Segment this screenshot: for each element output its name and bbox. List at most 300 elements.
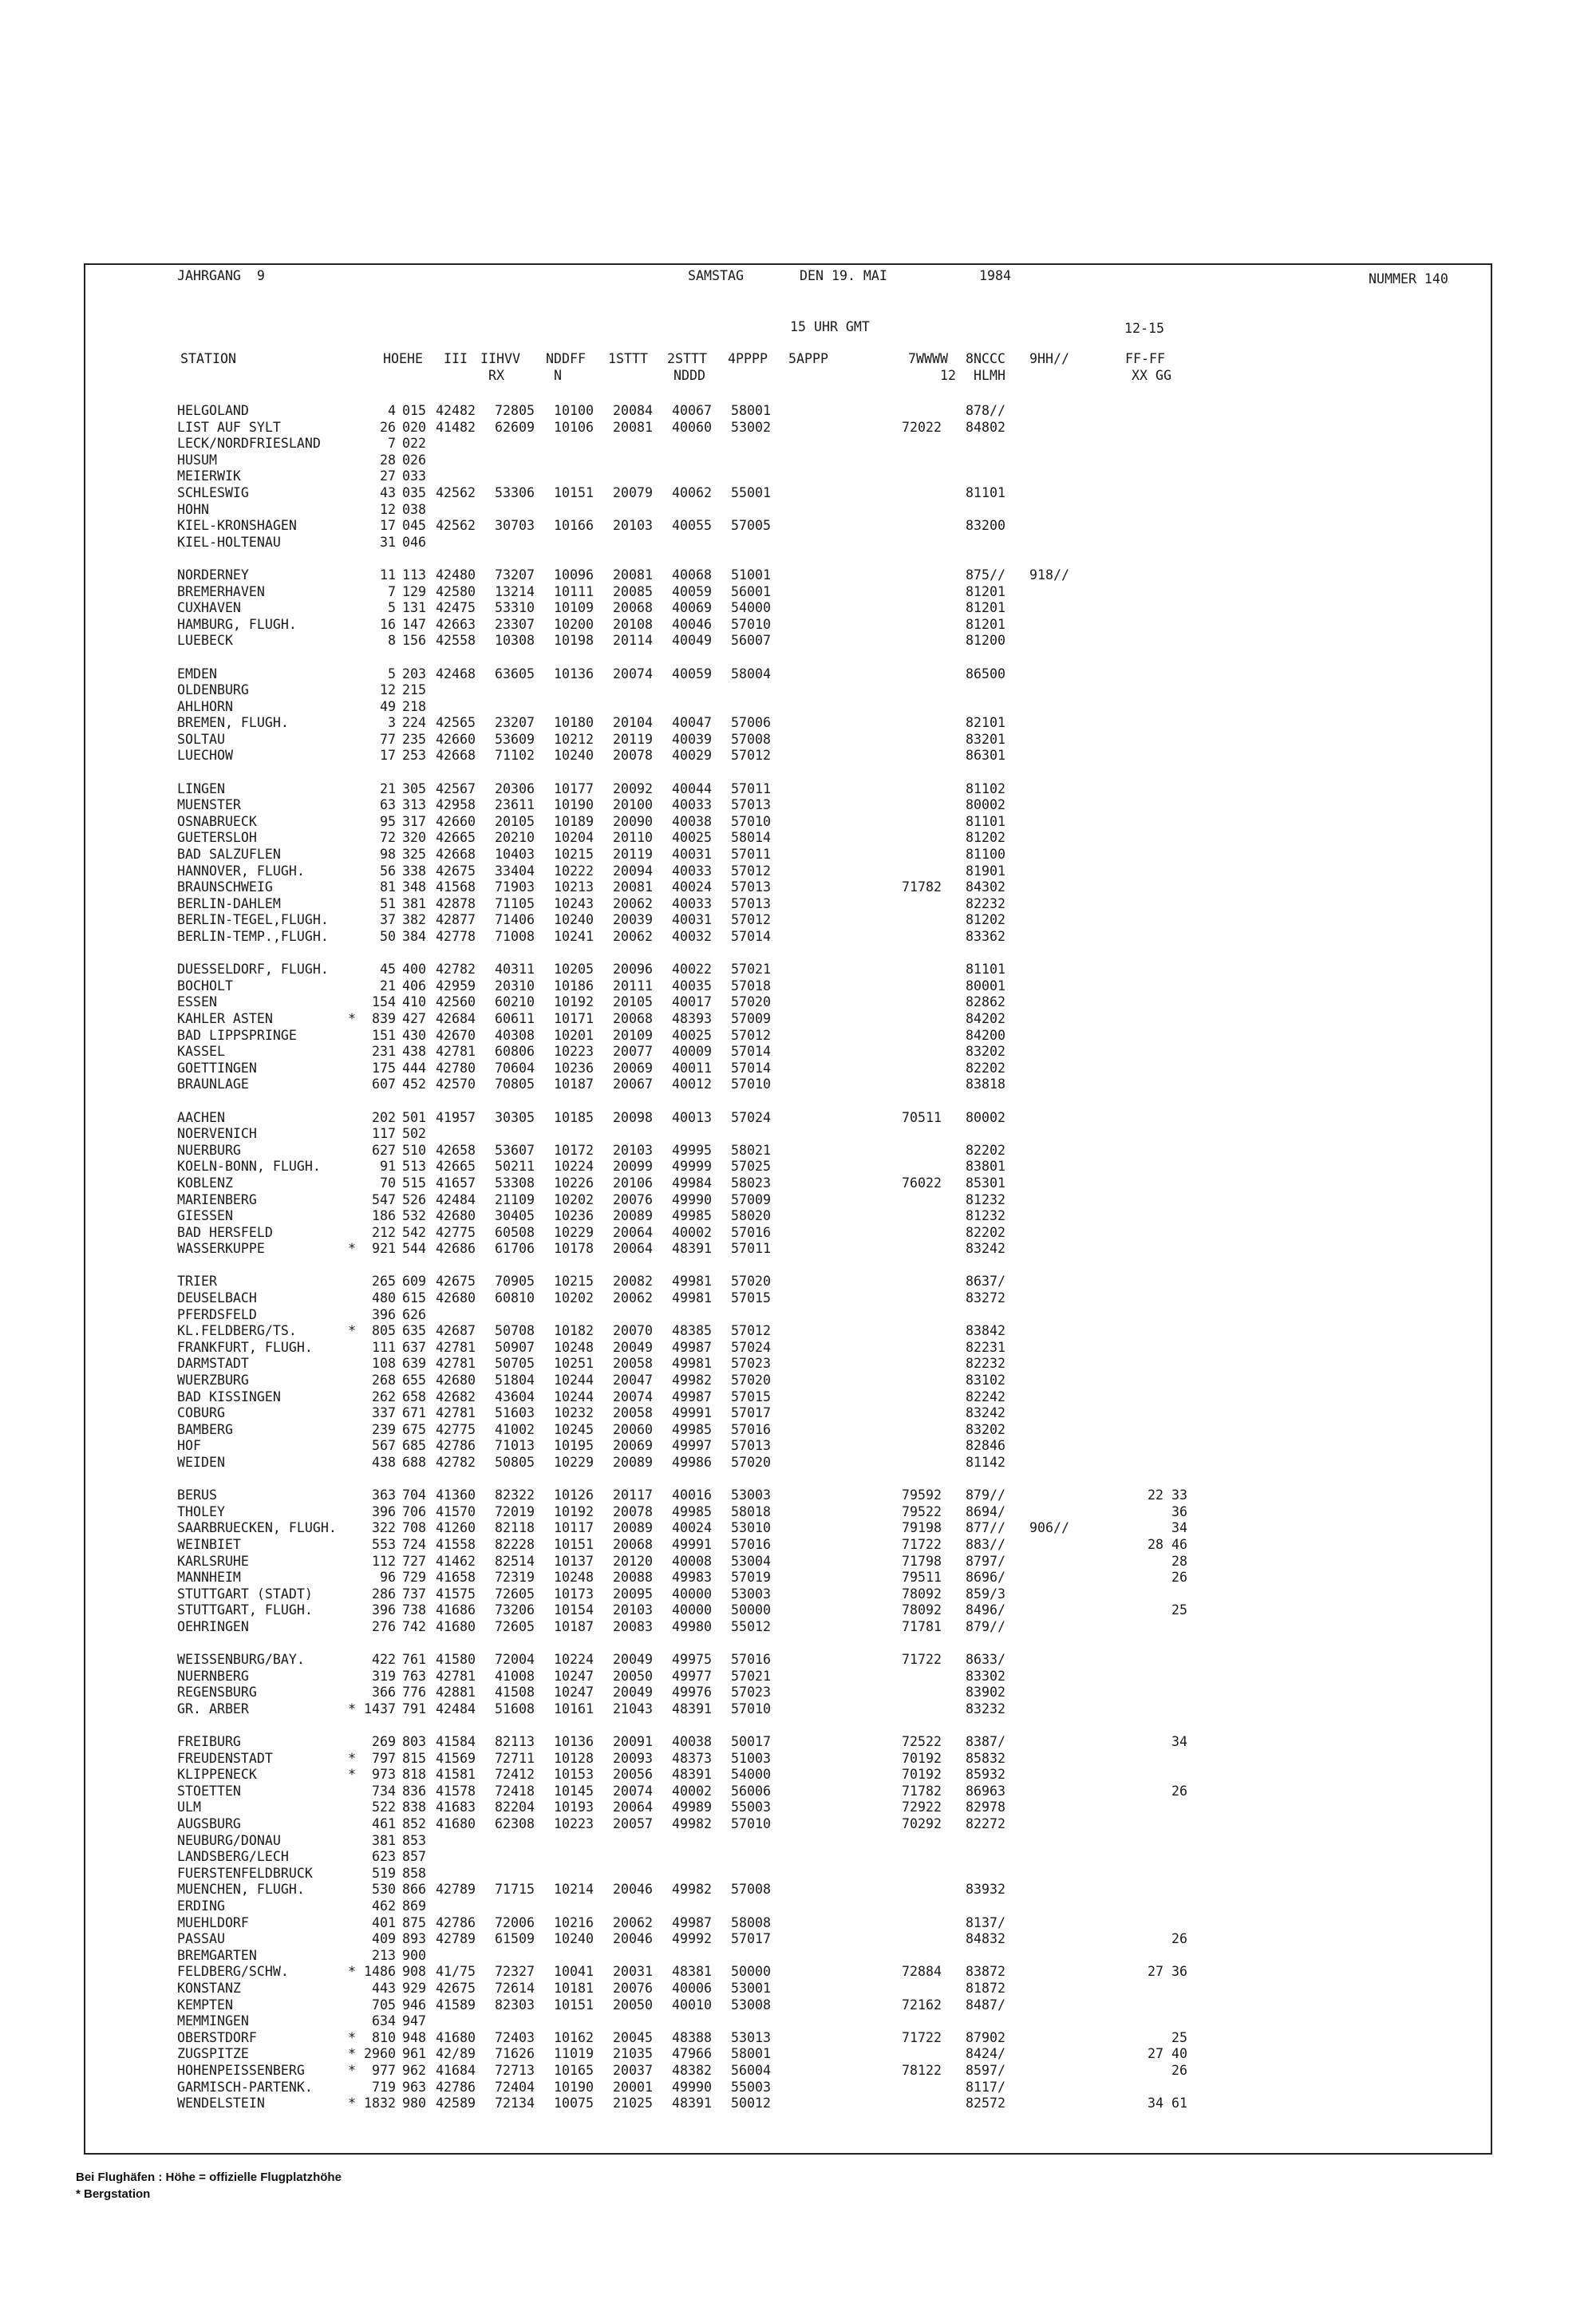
cell-4pppp: 40047 (672, 715, 712, 731)
cell-2sttt: 20060 (613, 1421, 653, 1437)
cell-iii: 513 (402, 1159, 426, 1175)
cell-1sttt: 10193 (554, 1799, 594, 1815)
cell-nddff: 50705 (495, 1356, 535, 1372)
cell-1sttt: 10151 (554, 484, 594, 500)
cell-hoehe: 396 (372, 1503, 396, 1519)
cell-1sttt: 10171 (554, 1010, 594, 1026)
station-name: WEIDEN (177, 1455, 225, 1470)
cell-7wwww: 70192 (902, 1767, 942, 1783)
cell-nddff: 82322 (495, 1487, 535, 1503)
cell-iihvv: 41569 (436, 1750, 476, 1766)
cell-2sttt: 20050 (613, 1668, 653, 1684)
station-name: OSNABRUECK (177, 813, 257, 829)
col-8nccc: 8NCCC (966, 351, 1005, 366)
cell-nddff: 72134 (495, 2096, 535, 2111)
cell-4pppp: 49990 (672, 1191, 712, 1207)
cell-iihvv: 42562 (436, 484, 476, 500)
cell-4pppp: 49989 (672, 1799, 712, 1815)
col-hoehe: HOEHE (383, 351, 423, 366)
cell-8nccc: 83242 (966, 1405, 1005, 1421)
col-station: STATION (180, 351, 236, 366)
cell-iihvv: 42565 (436, 715, 476, 731)
cell-1sttt: 10202 (554, 1191, 594, 1207)
cell-8nccc: 82846 (966, 1438, 1005, 1454)
cell-8nccc: 86301 (966, 748, 1005, 764)
cell-4pppp: 48382 (672, 2062, 712, 2078)
cell-1sttt: 10166 (554, 518, 594, 534)
cell-nddff: 82204 (495, 1799, 535, 1815)
cell-8nccc: 84802 (966, 419, 1005, 435)
cell-hoehe: 396 (372, 1602, 396, 1618)
station-name: FREUDENSTADT (177, 1750, 273, 1766)
cell-5appp: 57014 (731, 929, 771, 944)
cell-5appp: 56006 (731, 1783, 771, 1799)
cell-iii: 045 (402, 518, 426, 534)
cell-iihvv: 42675 (436, 863, 476, 879)
cell-iii: 836 (402, 1783, 426, 1799)
cell-2sttt: 20068 (613, 1010, 653, 1026)
cell-4pppp: 40032 (672, 929, 712, 944)
cell-nddff: 43604 (495, 1389, 535, 1404)
station-name: GR. ARBER (177, 1701, 249, 1716)
cell-iii: 215 (402, 682, 426, 698)
cell-hoehe: 231 (372, 1044, 396, 1060)
cell-hoehe: 2960 (364, 2046, 396, 2062)
station-name: SOLTAU (177, 731, 225, 747)
cell-hoehe: 17 (380, 518, 396, 534)
cell-nddff: 71903 (495, 879, 535, 895)
cell-5appp: 57024 (731, 1339, 771, 1355)
cell-1sttt: 10214 (554, 1882, 594, 1898)
cell-iii: 704 (402, 1487, 426, 1503)
cell-1sttt: 11019 (554, 2046, 594, 2062)
cell-8nccc: 8496/ (966, 1602, 1005, 1618)
cell-1sttt: 10109 (554, 600, 594, 616)
cell-nddff: 60806 (495, 1044, 535, 1060)
cell-hoehe: 705 (372, 1997, 396, 2013)
cell-8nccc: 8137/ (966, 1914, 1005, 1930)
cell-8nccc: 85932 (966, 1767, 1005, 1783)
cell-nddff: 30405 (495, 1208, 535, 1224)
cell-hoehe: 186 (372, 1208, 396, 1224)
station-name: KAHLER ASTEN (177, 1010, 273, 1026)
cell-iii: 203 (402, 666, 426, 681)
cell-1sttt: 10117 (554, 1520, 594, 1536)
cell-8nccc: 83202 (966, 1421, 1005, 1437)
cell-1sttt: 10215 (554, 847, 594, 863)
cell-nddff: 51608 (495, 1701, 535, 1716)
cell-1sttt: 10213 (554, 879, 594, 895)
station-name: GARMISCH-PARTENK. (177, 2079, 313, 2095)
cell-8nccc: 85832 (966, 1750, 1005, 1766)
cell-5appp: 57009 (731, 1010, 771, 1026)
cell-4pppp: 48393 (672, 1010, 712, 1026)
station-name: BRAUNSCHWEIG (177, 879, 273, 895)
cell-1sttt: 10187 (554, 1618, 594, 1634)
cell-8nccc: 81901 (966, 863, 1005, 879)
cell-iihvv: 42482 (436, 403, 476, 418)
station-name: HOHN (177, 501, 209, 517)
cell-4pppp: 47966 (672, 2046, 712, 2062)
col-iihvv: IIHVV (480, 351, 520, 366)
cell-4pppp: 40002 (672, 1224, 712, 1240)
cell-5appp: 58008 (731, 1914, 771, 1930)
cell-1sttt: 10236 (554, 1060, 594, 1076)
cell-iii: 875 (402, 1914, 426, 1930)
cell-2sttt: 20088 (613, 1570, 653, 1586)
cell-4pppp: 48385 (672, 1323, 712, 1339)
cell-7wwww: 72162 (902, 1997, 942, 2013)
cell-8nccc: 8487/ (966, 1997, 1005, 2013)
cell-hoehe: 522 (372, 1799, 396, 1815)
cell-2sttt: 21043 (613, 1701, 653, 1716)
cell-2sttt: 20095 (613, 1586, 653, 1602)
cell-2sttt: 20106 (613, 1175, 653, 1191)
cell-8nccc: 82101 (966, 715, 1005, 731)
cell-4pppp: 40029 (672, 748, 712, 764)
cell-4pppp: 40002 (672, 1783, 712, 1799)
cell-iii: 532 (402, 1208, 426, 1224)
station-name: FUERSTENFELDBRUCK (177, 1865, 313, 1881)
cell-hoehe: 607 (372, 1076, 396, 1092)
station-name: DUESSELDORF, FLUGH. (177, 962, 329, 978)
station-name: REGENSBURG (177, 1685, 257, 1701)
cell-iihvv: 42958 (436, 797, 476, 813)
cell-iihvv: 41570 (436, 1503, 476, 1519)
cell-hoehe: 31 (380, 534, 396, 550)
cell-5appp: 56007 (731, 633, 771, 649)
cell-hoehe: 810 (372, 2029, 396, 2045)
cell-nddff: 82118 (495, 1520, 535, 1536)
cell-4pppp: 40025 (672, 830, 712, 846)
cell-5appp: 57020 (731, 994, 771, 1010)
cell-iihvv: 42675 (436, 1274, 476, 1290)
cell-2sttt: 20077 (613, 1044, 653, 1060)
cell-hoehe: 797 (372, 1750, 396, 1766)
cell-1sttt: 10244 (554, 1373, 594, 1389)
cell-4pppp: 40033 (672, 863, 712, 879)
cell-iii: 015 (402, 403, 426, 418)
cell-hoehe: 26 (380, 419, 396, 435)
cell-iihvv: 42670 (436, 1027, 476, 1043)
cell-iihvv: 42/89 (436, 2046, 476, 2062)
cell-5appp: 55003 (731, 2079, 771, 2095)
station-name: FELDBERG/SCHW. (177, 1964, 289, 1980)
cell-iii: 727 (402, 1553, 426, 1569)
cell-4pppp: 48388 (672, 2029, 712, 2045)
cell-2sttt: 20046 (613, 1882, 653, 1898)
cell-iii: 444 (402, 1060, 426, 1076)
cell-iihvv: 42580 (436, 583, 476, 599)
cell-7wwww: 72022 (902, 419, 942, 435)
cell-hoehe: 213 (372, 1947, 396, 1963)
station-name: CUXHAVEN (177, 600, 241, 616)
cell-4pppp: 48373 (672, 1750, 712, 1766)
cell-1sttt: 10180 (554, 715, 594, 731)
cell-iii: 866 (402, 1882, 426, 1898)
cell-2sttt: 21025 (613, 2096, 653, 2111)
cell-5appp: 57013 (731, 1438, 771, 1454)
cell-8nccc: 879// (966, 1618, 1005, 1634)
station-name: BERUS (177, 1487, 217, 1503)
cell-1sttt: 10151 (554, 1536, 594, 1552)
cell-2sttt: 20074 (613, 666, 653, 681)
station-name: KIEL-HOLTENAU (177, 534, 281, 550)
cell-5appp: 57020 (731, 1455, 771, 1470)
cell-4pppp: 49981 (672, 1356, 712, 1372)
cell-8nccc: 81102 (966, 780, 1005, 796)
cell-hoehe: 3 (388, 715, 396, 731)
cell-1sttt: 10248 (554, 1570, 594, 1586)
cell-iii: 430 (402, 1027, 426, 1043)
cell-8nccc: 8694/ (966, 1503, 1005, 1519)
col-2sttt-sub: NDDD (674, 368, 705, 383)
cell-5appp: 57011 (731, 847, 771, 863)
cell-iii: 893 (402, 1931, 426, 1947)
station-name: MARIENBERG (177, 1191, 257, 1207)
station-name: HELGOLAND (177, 403, 249, 418)
cell-iii: 737 (402, 1586, 426, 1602)
station-name: KOELN-BONN, FLUGH. (177, 1159, 321, 1175)
cell-4pppp: 40022 (672, 962, 712, 978)
station-name: COBURG (177, 1405, 225, 1421)
cell-5appp: 56001 (731, 583, 771, 599)
cell-8nccc: 81872 (966, 1981, 1005, 1996)
cell-hoehe: 381 (372, 1832, 396, 1848)
cell-nddff: 72713 (495, 2062, 535, 2078)
cell-iihvv: 41680 (436, 1816, 476, 1832)
station-name: BAD LIPPSPRINGE (177, 1027, 297, 1043)
cell-iihvv: 42877 (436, 912, 476, 928)
mountain-marker: * (348, 1964, 356, 1980)
cell-5appp: 57014 (731, 1044, 771, 1060)
cell-iii: 980 (402, 2096, 426, 2111)
cell-8nccc: 81202 (966, 912, 1005, 928)
cell-hoehe: 262 (372, 1389, 396, 1404)
cell-iii: 706 (402, 1503, 426, 1519)
cell-5appp: 53002 (731, 419, 771, 435)
cell-iihvv: 41/75 (436, 1964, 476, 1980)
cell-2sttt: 20085 (613, 583, 653, 599)
station-name: NOERVENICH (177, 1126, 257, 1142)
cell-hoehe: 268 (372, 1373, 396, 1389)
cell-iihvv: 41578 (436, 1783, 476, 1799)
cell-iihvv: 42680 (436, 1208, 476, 1224)
cell-iihvv: 41575 (436, 1586, 476, 1602)
cell-iii: 038 (402, 501, 426, 517)
cell-hoehe: 805 (372, 1323, 396, 1339)
cell-8nccc: 81101 (966, 484, 1005, 500)
cell-4pppp: 40060 (672, 419, 712, 435)
cell-2sttt: 21035 (613, 2046, 653, 2062)
cell-5appp: 57016 (731, 1652, 771, 1668)
cell-5appp: 57023 (731, 1356, 771, 1372)
cell-7wwww: 79511 (902, 1570, 942, 1586)
cell-8nccc: 81142 (966, 1455, 1005, 1470)
cell-iii: 791 (402, 1701, 426, 1716)
cell-8nccc: 83302 (966, 1668, 1005, 1684)
station-name: WEINBIET (177, 1536, 241, 1552)
cell-8nccc: 80002 (966, 797, 1005, 813)
cell-4pppp: 49982 (672, 1373, 712, 1389)
volume-label: JAHRGANG 9 (177, 268, 265, 283)
cell-5appp: 57021 (731, 1668, 771, 1684)
cell-8nccc: 82232 (966, 1356, 1005, 1372)
cell-hoehe: 977 (372, 2062, 396, 2078)
station-name: BAD SALZUFLEN (177, 847, 281, 863)
cell-ff: 34 (1171, 1520, 1187, 1536)
cell-5appp: 57018 (731, 978, 771, 993)
cell-5appp: 57020 (731, 1373, 771, 1389)
cell-1sttt: 10247 (554, 1685, 594, 1701)
cell-hoehe: 212 (372, 1224, 396, 1240)
cell-ff: 22 33 (1148, 1487, 1187, 1503)
cell-5appp: 57012 (731, 912, 771, 928)
cell-1sttt: 10222 (554, 863, 594, 879)
cell-5appp: 58018 (731, 1503, 771, 1519)
cell-8nccc: 83200 (966, 518, 1005, 534)
cell-2sttt: 20110 (613, 830, 653, 846)
cell-hoehe: 43 (380, 484, 396, 500)
cell-4pppp: 49995 (672, 1142, 712, 1158)
col-nddff-sub: N (554, 368, 562, 383)
station-name: OEHRINGEN (177, 1618, 249, 1634)
cell-hoehe: 265 (372, 1274, 396, 1290)
cell-nddff: 73207 (495, 567, 535, 583)
cell-2sttt: 20074 (613, 1389, 653, 1404)
cell-5appp: 57008 (731, 731, 771, 747)
cell-hoehe: 396 (372, 1306, 396, 1322)
cell-iihvv: 42781 (436, 1356, 476, 1372)
cell-ff: 25 (1171, 1602, 1187, 1618)
cell-4pppp: 40059 (672, 583, 712, 599)
cell-nddff: 71715 (495, 1882, 535, 1898)
station-name: KARLSRUHE (177, 1553, 249, 1569)
cell-8nccc: 8696/ (966, 1570, 1005, 1586)
cell-8nccc: 8637/ (966, 1274, 1005, 1290)
station-name: LANDSBERG/LECH (177, 1849, 289, 1865)
cell-iihvv: 41680 (436, 1618, 476, 1634)
cell-5appp: 53003 (731, 1586, 771, 1602)
cell-nddff: 10403 (495, 847, 535, 863)
cell-hoehe: 286 (372, 1586, 396, 1602)
cell-8nccc: 81201 (966, 583, 1005, 599)
cell-8nccc: 80001 (966, 978, 1005, 993)
cell-hoehe: 77 (380, 731, 396, 747)
cell-hoehe: 1486 (364, 1964, 396, 1980)
cell-2sttt: 20045 (613, 2029, 653, 2045)
cell-1sttt: 10201 (554, 1027, 594, 1043)
cell-hoehe: 462 (372, 1898, 396, 1914)
cell-nddff: 72004 (495, 1652, 535, 1668)
cell-iii: 033 (402, 468, 426, 484)
cell-nddff: 72404 (495, 2079, 535, 2095)
footnote-airports: Bei Flughäfen : Höhe = offizielle Flugplatzhöhe (76, 2171, 342, 2184)
cell-1sttt: 10161 (554, 1701, 594, 1716)
station-name: MUENCHEN, FLUGH. (177, 1882, 305, 1898)
cell-1sttt: 10232 (554, 1405, 594, 1421)
cell-4pppp: 40000 (672, 1602, 712, 1618)
cell-1sttt: 10243 (554, 895, 594, 911)
cell-nddff: 20310 (495, 978, 535, 993)
cell-2sttt: 20064 (613, 1799, 653, 1815)
mountain-marker: * (348, 2046, 356, 2062)
cell-iihvv: 42475 (436, 600, 476, 616)
cell-2sttt: 20081 (613, 879, 653, 895)
cell-iii: 348 (402, 879, 426, 895)
cell-5appp: 57016 (731, 1536, 771, 1552)
cell-iii: 929 (402, 1981, 426, 1996)
cell-5appp: 54000 (731, 1767, 771, 1783)
cell-1sttt: 10195 (554, 1438, 594, 1454)
cell-4pppp: 49990 (672, 2079, 712, 2095)
cell-1sttt: 10154 (554, 1602, 594, 1618)
cell-1sttt: 10041 (554, 1964, 594, 1980)
cell-1sttt: 10190 (554, 2079, 594, 2095)
cell-1sttt: 10145 (554, 1783, 594, 1799)
station-name: MANNHEIM (177, 1570, 241, 1586)
cell-2sttt: 20103 (613, 1142, 653, 1158)
cell-iihvv: 42668 (436, 847, 476, 863)
station-name: KASSEL (177, 1044, 225, 1060)
cell-4pppp: 40035 (672, 978, 712, 993)
cell-iii: 962 (402, 2062, 426, 2078)
cell-iihvv: 42781 (436, 1405, 476, 1421)
cell-hoehe: 530 (372, 1882, 396, 1898)
cell-nddff: 20210 (495, 830, 535, 846)
cell-nddff: 63605 (495, 666, 535, 681)
cell-7wwww: 70192 (902, 1750, 942, 1766)
cell-iihvv: 42680 (436, 1290, 476, 1306)
station-name: MUEHLDORF (177, 1914, 249, 1930)
cell-iihvv: 42660 (436, 731, 476, 747)
cell-2sttt: 20078 (613, 748, 653, 764)
cell-iii: 147 (402, 616, 426, 632)
cell-hoehe: 839 (372, 1010, 396, 1026)
cell-7wwww: 71781 (902, 1618, 942, 1634)
cell-nddff: 23611 (495, 797, 535, 813)
cell-hoehe: 627 (372, 1142, 396, 1158)
station-name: AHLHORN (177, 698, 233, 714)
cell-7wwww: 76022 (902, 1175, 942, 1191)
cell-8nccc: 878// (966, 403, 1005, 418)
cell-nddff: 40308 (495, 1027, 535, 1043)
mountain-marker: * (348, 1010, 356, 1026)
cell-2sttt: 20119 (613, 731, 653, 747)
cell-4pppp: 49997 (672, 1438, 712, 1454)
cell-iii: 131 (402, 600, 426, 616)
cell-iii: 129 (402, 583, 426, 599)
cell-ff: 26 (1171, 1783, 1187, 1799)
cell-iii: 026 (402, 452, 426, 468)
cell-iii: 763 (402, 1668, 426, 1684)
cell-iihvv: 42570 (436, 1076, 476, 1092)
cell-iii: 035 (402, 484, 426, 500)
footnote-mountain-station: * Bergstation (76, 2187, 151, 2201)
station-name: BREMGARTEN (177, 1947, 257, 1963)
cell-2sttt: 20057 (613, 1816, 653, 1832)
cell-1sttt: 10251 (554, 1356, 594, 1372)
station-name: SAARBRUECKEN, FLUGH. (177, 1520, 337, 1536)
cell-8nccc: 83272 (966, 1290, 1005, 1306)
station-name: ULM (177, 1799, 201, 1815)
cell-5appp: 57012 (731, 1323, 771, 1339)
cell-8nccc: 879// (966, 1487, 1005, 1503)
cell-iihvv: 41558 (436, 1536, 476, 1552)
cell-4pppp: 40068 (672, 567, 712, 583)
cell-5appp: 57017 (731, 1931, 771, 1947)
cell-iihvv: 41680 (436, 2029, 476, 2045)
